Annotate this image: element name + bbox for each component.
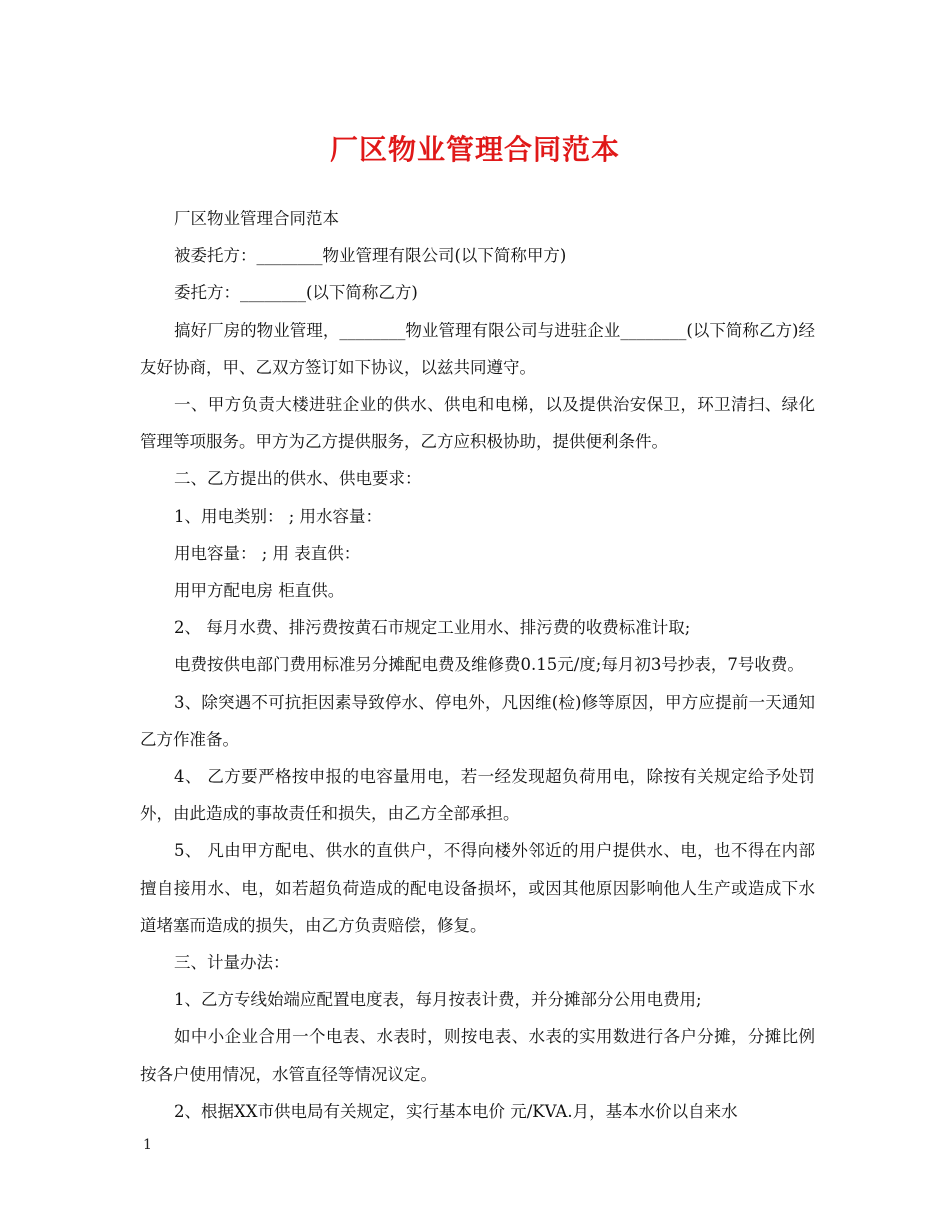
paragraph-metering-shared: 如中小企业合用一个电表、水表时，则按电表、水表的实用数进行各户分摊，分摊比例按各户使用情况，水管直径等情况议定。 bbox=[140, 1027, 815, 1084]
paragraph-preamble: 搞好厂房的物业管理，________物业管理有限公司与进驻企业________(以下简称乙方)经友好协商，甲、乙双方签订如下协议，以兹共同遵守。 bbox=[140, 320, 815, 377]
paragraph-item-3: 3、除突遇不可抗拒因素导致停水、停电外，凡因维(检)修等原因，甲方应提前一天通知乙方作准备。 bbox=[140, 692, 815, 749]
paragraph-section-1: 一、甲方负责大楼进驻企业的供水、供电和电梯，以及提供治安保卫，环卫清扫、绿化管理等项服务。甲方为乙方提供服务，乙方应积极协助，提供便利条件。 bbox=[140, 395, 815, 452]
paragraph-subtitle: 厂区物业管理合同范本 bbox=[174, 209, 339, 228]
paragraph-item-5: 5、 凡由甲方配电、供水的直供户，不得向楼外邻近的用户提供水、电，也不得在内部擅自接用水、电，如若超负荷造成的配电设备损坏，或因其他原因影响他人生产或造成下水道堵塞而造成的损失，由乙方负责赔偿，修复。 bbox=[140, 841, 815, 935]
paragraph-item-2: 2、 每月水费、排污费按黄石市规定工业用水、排污费的收费标准计取; bbox=[174, 618, 691, 638]
paragraph-item-2-electricity: 电费按供电部门费用标准另分摊配电费及维修费0.15元/度;每月初3号抄表，7号收费。 bbox=[174, 655, 804, 675]
paragraph-item-4: 4、 乙方要严格按申报的电容量用电，若一经发现超负荷用电，除按有关规定给予处罚外，由此造成的事故责任和损失，由乙方全部承担。 bbox=[140, 767, 815, 824]
paragraph-item-1-capacity: 用电容量： ; 用 表直供： bbox=[174, 543, 361, 563]
paragraph-party-b: 委托方：________(以下简称乙方) bbox=[174, 283, 418, 303]
paragraph-section-2-heading: 二、乙方提出的供水、供电要求： bbox=[174, 469, 422, 489]
paragraph-section-3-heading: 三、计量办法： bbox=[174, 953, 290, 973]
paragraph-metering-1: 1、乙方专线始端应配置电度表，每月按表计费，并分摊部分公用电费用; bbox=[174, 990, 702, 1010]
page-number: 1 bbox=[143, 1137, 152, 1153]
paragraph-party-a: 被委托方：________物业管理有限公司(以下简称甲方) bbox=[174, 246, 567, 266]
paragraph-metering-2: 2、根据XX市供电局有关规定，实行基本电价 元/KVA.月，基本水价以自来水 bbox=[174, 1101, 738, 1121]
paragraph-item-1-supply: 用甲方配电房 柜直供。 bbox=[174, 581, 345, 601]
document-body bbox=[140, 200, 815, 1130]
paragraph-item-1-type: 1、用电类别： ; 用水容量： bbox=[174, 506, 383, 526]
page-title: 厂区物业管理合同范本 bbox=[329, 133, 620, 166]
